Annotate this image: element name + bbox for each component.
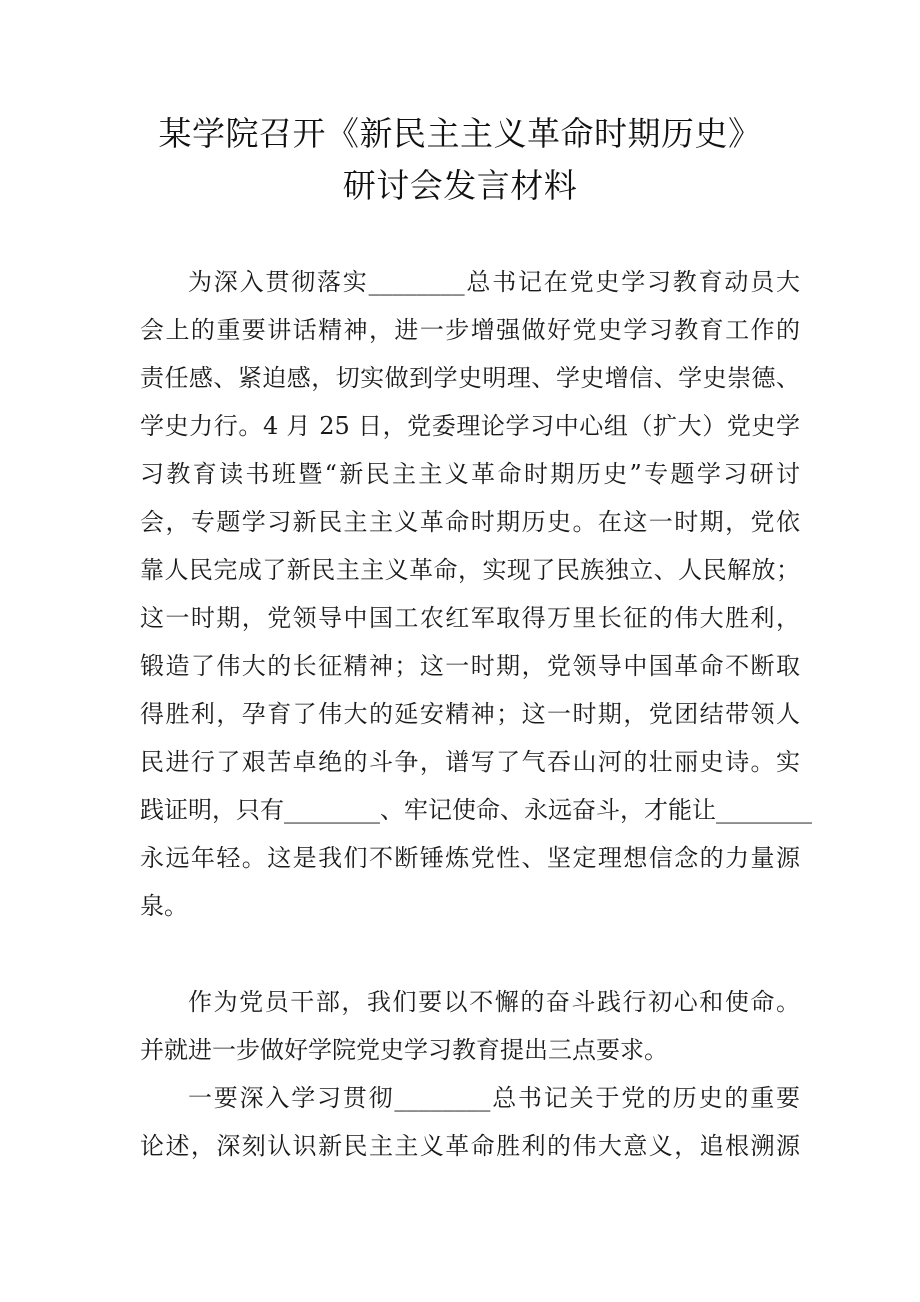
paragraph-line: 这一时期，党领导中国工农红军取得万里长征的伟大胜利，: [140, 604, 800, 632]
document-title-line-2: 研讨会发言材料: [342, 166, 578, 205]
paragraph-3: [140, 1074, 800, 1170]
paragraph-line: 论述，深刻认识新民主主义革命胜利的伟大意义，追根溯源: [140, 1132, 800, 1160]
paragraph-2: [140, 978, 800, 1074]
paragraph-line: 会上的重要讲话精神，进一步增强做好党史学习教育工作的: [140, 316, 800, 344]
paragraph-line: 永远年轻。这是我们不断锤炼党性、坚定理想信念的力量源: [140, 844, 800, 872]
paragraph-line: 会，专题学习新民主主义革命时期历史。在这一时期，党依: [140, 508, 800, 536]
paragraph-line: 习教育读书班暨“新民主主义革命时期历史”专题学习研讨: [140, 460, 800, 488]
document-title-line-1: 某学院召开《新民主主义革命时期历史》: [158, 114, 762, 153]
paragraph-line: 并就进一步做好学院党史学习教育提出三点要求。: [140, 1036, 668, 1064]
paragraph-line: 学史力行。4 月 25 日，党委理论学习中心组（扩大）党史学: [140, 412, 800, 440]
paragraph-line: 一要深入学习贯彻________总书记关于党的历史的重要: [188, 1084, 800, 1112]
paragraph-line: 得胜利，孕育了伟大的延安精神；这一时期，党团结带领人: [140, 700, 800, 728]
paragraph-line: 践证明，只有________、牢记使命、永远奋斗，才能让________: [140, 796, 812, 824]
paragraph-line: 锻造了伟大的长征精神；这一时期，党领导中国革命不断取: [140, 652, 800, 680]
paragraph-1: [140, 258, 812, 930]
paragraph-line: 作为党员干部，我们要以不懈的奋斗践行初心和使命。: [188, 988, 800, 1016]
paragraph-line: 责任感、紧迫感，切实做到学史明理、学史增信、学史崇德、: [140, 364, 800, 392]
paragraph-line: 泉。: [140, 892, 188, 920]
paragraph-line: 为深入贯彻落实________总书记在党史学习教育动员大: [188, 268, 800, 296]
paragraph-line: 民进行了艰苦卓绝的斗争，谱写了气吞山河的壮丽史诗。实: [140, 748, 800, 776]
paragraph-line: 靠人民完成了新民主主义革命，实现了民族独立、人民解放；: [140, 556, 800, 584]
